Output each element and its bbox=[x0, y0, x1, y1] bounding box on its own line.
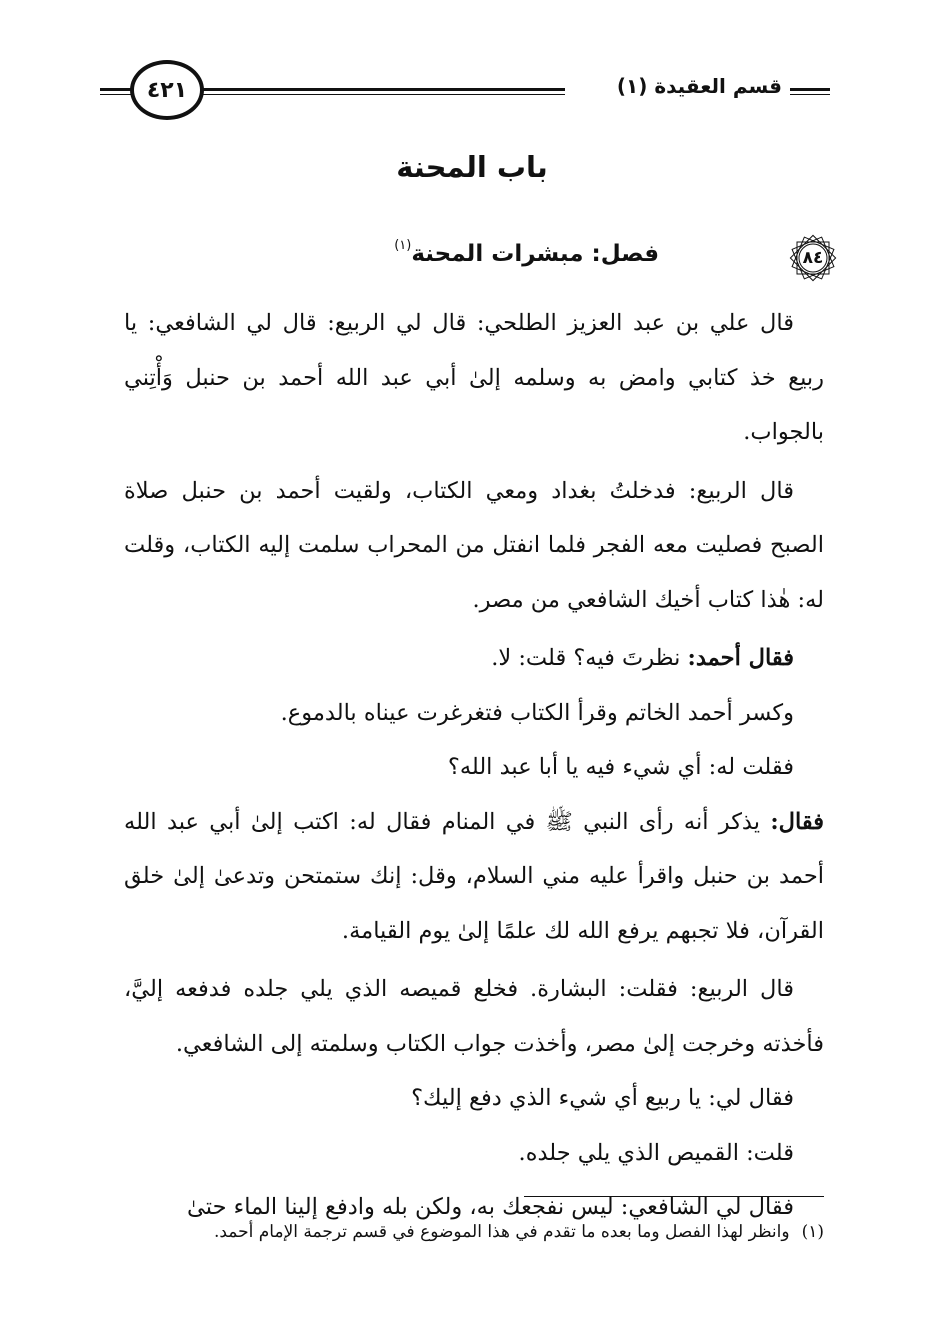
paragraph bbox=[124, 296, 824, 460]
body-text bbox=[124, 296, 824, 1235]
paragraph-text: فقلت له: أي شيء فيه يا أبا عبد الله؟ bbox=[447, 754, 794, 780]
paragraph-lead: فقال أحمد: bbox=[687, 645, 794, 671]
paragraph bbox=[124, 740, 824, 795]
header-rule-left bbox=[100, 88, 132, 95]
paragraph-text: قال الربيع: فقلت: البشارة. فخلع قميصه الذي يلي جلده فدفعه إليَّ، فأخذته وخرجت إلىٰ مصر، وأخذت جواب الكتاب وسلمته إلى الشافعي. bbox=[124, 976, 824, 1057]
section-title-text: فصل: مبشرات المحنة bbox=[411, 241, 659, 267]
paragraph bbox=[124, 795, 824, 959]
page-number: ٤٢١ bbox=[146, 77, 188, 103]
section-number: ٨٤ bbox=[802, 248, 824, 268]
paragraph-text: قلت: القميص الذي يلي جلده. bbox=[518, 1139, 794, 1166]
section-heading bbox=[109, 232, 839, 282]
footnote-text: وانظر لهذا الفصل وما بعده ما تقدم في هذا الموضوع في قسم ترجمة الإمام أحمد. bbox=[213, 1222, 790, 1242]
running-header bbox=[100, 60, 830, 120]
paragraph-text: نظرتَ فيه؟ قلت: لا. bbox=[491, 645, 688, 671]
footnote bbox=[104, 1218, 824, 1246]
paragraph bbox=[124, 962, 824, 1071]
paragraph-text: يذكر أنه رأى النبي ﷺ في المنام فقال له: اكتب إلىٰ أبي عبد الله أحمد بن حنبل واقرأ عليه مني السلام، وقل: إنك ستمتحن وتدعىٰ إلىٰ خلق القرآن، فلا تجبهم يرفع الله لك علمًا إلىٰ يوم القيامة. bbox=[124, 808, 824, 944]
page-number-badge bbox=[130, 60, 204, 120]
chapter-title: باب المحنة bbox=[396, 150, 548, 184]
section-number-ornament bbox=[787, 232, 839, 284]
paragraph-lead: فقال: bbox=[770, 808, 824, 835]
paragraph bbox=[124, 1126, 824, 1181]
paragraph bbox=[124, 1071, 824, 1126]
header-rule-right bbox=[790, 88, 830, 95]
header-rule-middle bbox=[188, 88, 565, 95]
paragraph-text: فقال لي: يا ربيع أي شيء الذي دفع إليك؟ bbox=[411, 1085, 794, 1111]
paragraph-text: قال الربيع: فدخلتُ بغداد ومعي الكتاب، ولقيت أحمد بن حنبل صلاة الصبح فصليت معه الفجر فلما انفتل من المحراب سلمت إليه الكتاب، وقلت له: هٰذا كتاب أخيك الشافعي من مصر. bbox=[124, 477, 824, 613]
paragraph-text: فقال لي الشافعي: ليس نفجعك به، ولكن بله وادفع إلينا الماء حتىٰ bbox=[187, 1194, 794, 1220]
paragraph bbox=[124, 686, 824, 741]
paragraph bbox=[124, 631, 824, 686]
section-title bbox=[394, 238, 659, 267]
footnote-reference: (١) bbox=[394, 238, 412, 253]
footnote-separator bbox=[524, 1196, 824, 1197]
paragraph-text: قال علي بن عبد العزيز الطلحي: قال لي الربيع: قال لي الشافعي: يا ربيع خذ كتابي وامض به وسلمه إلىٰ أبي عبد الله أحمد بن حنبل وَأْتِني بالجواب. bbox=[124, 310, 824, 445]
footnote-mark: (١) bbox=[801, 1222, 824, 1242]
paragraph bbox=[124, 464, 824, 628]
header-title: قسم العقيدة (١) bbox=[616, 74, 782, 98]
paragraph-text: وكسر أحمد الخاتم وقرأ الكتاب فتغرغرت عيناه بالدموع. bbox=[280, 699, 794, 726]
